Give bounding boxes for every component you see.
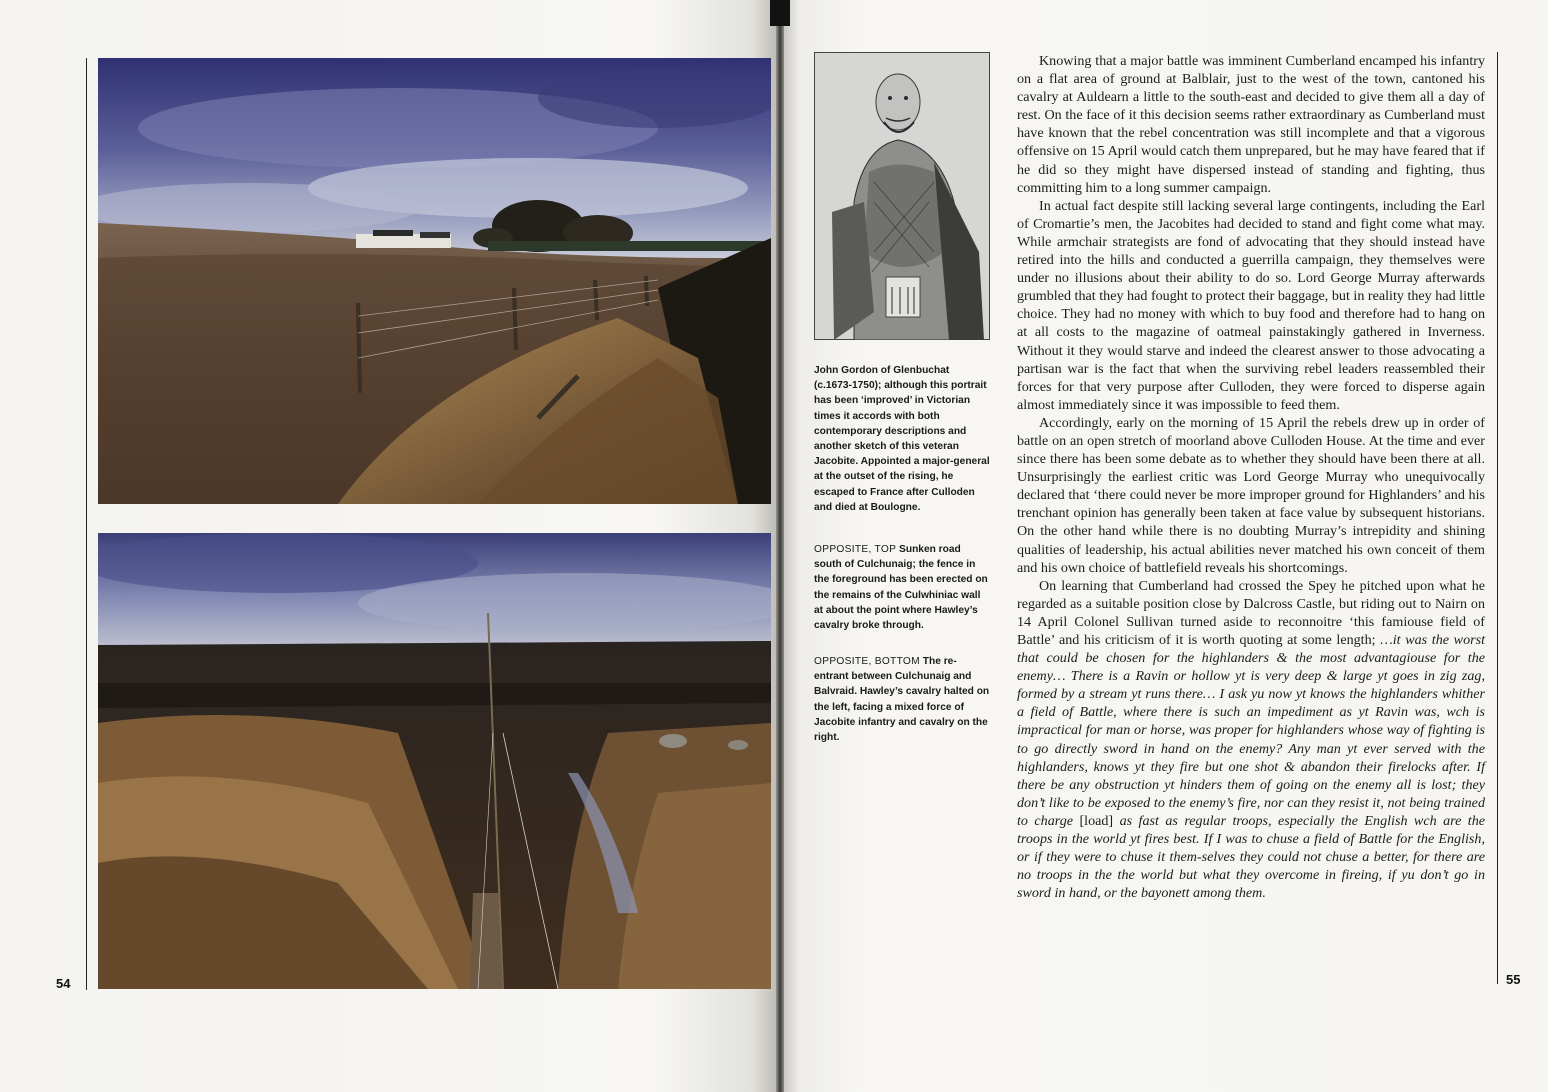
bottom-photo-caption — [814, 654, 990, 745]
caption-text: Sunken road south of Culchunaig; the fence in the foreground has been erected on the remains of the Culwhiniac wall at about the point where Hawley’s cavalry broke through. — [814, 544, 988, 632]
sullivan-quote-end: as fast as regular troops, especially the English wch are the troops in the world yt fires best. If I was to chuse a field of Battle for the English, or if they were to chuse it them-selves they could not chuse a better, for there are no troops in the the world but what they overcome in fireing, if yu don’t go in sword in hand, or the bayonett among them. — [1017, 812, 1485, 902]
paragraph-3: Accordingly, early on the morning of 15 April the rebels drew up in order of battle on an open stretch of moorland above Culloden House. At the time and ever since there has been some debate as to whether they should have been there at all. Unsurprisingly the earliest critic was Lord George Murray who unequivocally declared that ‘there could never be more improper ground for Highlanders’ and his trenchant opinion has generally been taken at face value by subsequent historians. On the other hand while there is no doubting Murray’s intrepidity and shining qualities of leadership, his actual abilities never matched his own conceit of them and his own choice of battlefield reveals his shortcomings. — [1017, 414, 1485, 576]
glenbuchat-portrait — [814, 52, 990, 340]
quote-bracket: [load] — [1079, 812, 1114, 829]
re-entrant-photo — [98, 533, 771, 989]
left-page-number: 54 — [56, 976, 71, 991]
sullivan-quote: …it was the worst that could be chosen for the highlanders & the most advantagiouse for the enemy… There is a Ravin or hollow yt is very deep & large yt goes in zig zag, formed by a stream yt runs there… I ask yu now yt knows the highlanders whither a field of Battle, where there is such an impediment as yt Ravin was, wch is impractical for man or horse, was proper for highlanders whose way of fighting is to go directly sword in hand on the enemy? Any man yt ever served with the highlanders, knows yt they fire but one shot & abandon their firelocks after. If there be any obstruction yt hinders them of going on the enemy all is lost; they don’t like to be exposed to the enemy’s fire, nor can they resist it, not being trained to charge — [1017, 632, 1485, 829]
paragraph-1: Knowing that a major battle was imminent Cumberland encamped his infantry on a flat area of ground at Balblair, just to the west of the town, cantoned his cavalry at Auldearn a little to the south-east and decided to give them all a day of rest. On the face of it this decision seems rather extraordinary as Cumberland must have known that the rebel concentration was still incomplete and that a vigorous offensive on 15 April would catch them unprepared, but he may have feared that if he did so they might have dispersed instead of standing and fighting, thus committing him to a long summer campaign. — [1017, 53, 1485, 196]
caption-text: The re-entrant between Culchunaig and Balvraid. Hawley’s cavalry halted on the left, facing a mixed force of Jacobite infantry and cavalry on the right. — [814, 656, 990, 744]
top-photo-caption — [814, 542, 990, 633]
caption-lead: OPPOSITE, TOP — [814, 544, 897, 555]
portrait-caption — [814, 363, 990, 515]
book-gutter — [776, 0, 784, 1092]
paragraph-4 — [1017, 577, 1485, 903]
right-page-rule — [1497, 52, 1498, 984]
paragraph-4-intro: On learning that Cumberland had crossed the Spey he pitched upon what he regarded as a suitable position close by Dalcross Castle, but riding out to Nairn on 14 April Colonel Sullivan turned aside to reconnoitre ‘this famiouse field of Battle’ and his criticism of it is worth quoting at some length; — [1017, 577, 1485, 648]
left-page-rule — [86, 58, 87, 990]
gutter-shadow — [770, 0, 790, 26]
body-text — [1017, 52, 1485, 902]
right-page-number: 55 — [1506, 972, 1521, 987]
sunken-road-photo — [98, 58, 771, 504]
paragraph-2: In actual fact despite still lacking several large contingents, including the Earl of Cromartie’s men, the Jacobites had decided to stand and fight come what may. While armchair strategists are fond of advocating that they should instead have retired into the hills and conducted a guerrilla campaign, they themselves were under no illusions about their ability to do so. Lord George Murray afterwards grumbled that they had fought to protect their baggage, but in reality they had little choice. They had no money with which to buy food and therefore had to hang on at all costs to the magazine of oatmeal painstakingly gathered in Inverness. Without it they would starve and indeed the clearest answer to those advocating a partisan war is the fact that when the surviving rebel leaders reassembled their forces for that very purpose after Culloden, they were forced to disperse again almost immediately since it was impossible to feed them. — [1017, 197, 1485, 413]
caption-text: John Gordon of Glenbuchat (c.1673-1750); although this portrait has been ‘improved’ in Victorian times it accords with both contemporary descriptions and another sketch of this veteran Jacobite. Appointed a major-general at the outset of the rising, he escaped to France after Culloden and died at Boulogne. — [814, 365, 990, 513]
caption-lead: OPPOSITE, BOTTOM — [814, 656, 920, 667]
